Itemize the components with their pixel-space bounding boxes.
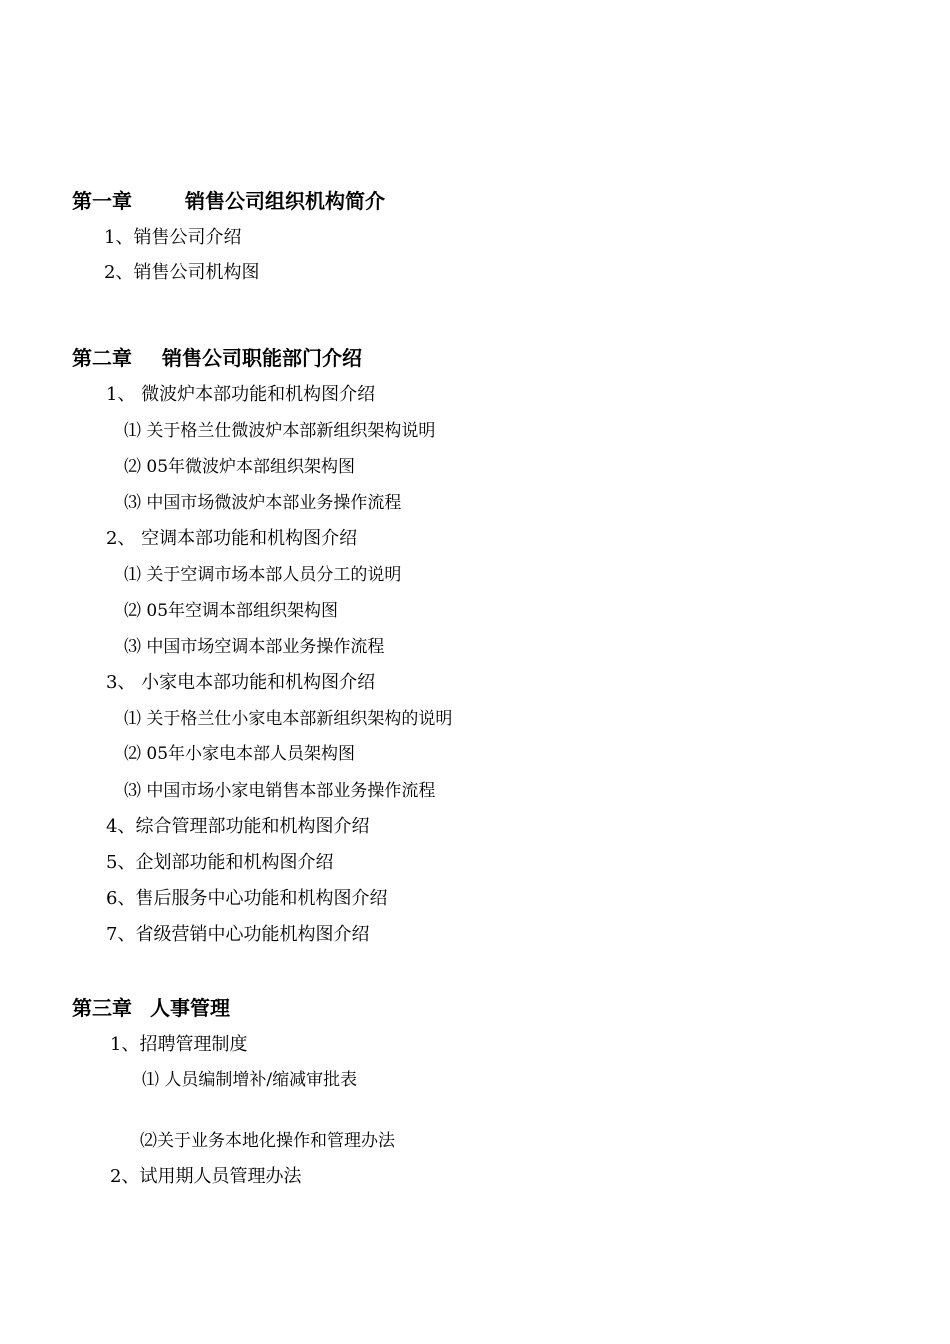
toc-item: 1、招聘管理制度 [110, 1034, 248, 1055]
toc-subitem: ⑵ 05年微波炉本部组织架构图 [124, 457, 356, 477]
toc-subitem: ⑴ 关于格兰仕微波炉本部新组织架构说明 [124, 421, 436, 441]
toc-item: 6、售后服务中心功能和机构图介绍 [106, 888, 388, 909]
toc-item: 4、综合管理部功能和机构图介绍 [106, 816, 370, 837]
toc-subitem: ⑶ 中国市场小家电销售本部业务操作流程 [124, 781, 436, 801]
toc-subitem: ⑶ 中国市场空调本部业务操作流程 [124, 637, 385, 657]
chapter-title: 销售公司职能部门介绍 [162, 346, 362, 370]
toc-item: 5、企划部功能和机构图介绍 [106, 852, 334, 873]
chapter-2-heading [72, 345, 362, 371]
toc-subitem: ⑴ 关于格兰仕小家电本部新组织架构的说明 [124, 709, 453, 729]
toc-subitem: ⑴ 人员编制增补/缩减审批表 [142, 1070, 358, 1090]
toc-item: 2、 空调本部功能和机构图介绍 [106, 528, 358, 549]
toc-item: 1、销售公司介绍 [104, 227, 242, 248]
toc-subitem: ⑵ 05年空调本部组织架构图 [124, 601, 339, 621]
toc-item: 7、省级营销中心功能机构图介绍 [106, 924, 370, 945]
toc-subitem: ⑵关于业务本地化操作和管理办法 [140, 1131, 395, 1151]
toc-item: 1、 微波炉本部功能和机构图介绍 [106, 384, 376, 405]
toc-item: 2、试用期人员管理办法 [110, 1166, 302, 1187]
toc-item: 3、 小家电本部功能和机构图介绍 [106, 672, 376, 693]
chapter-1-heading [72, 188, 385, 214]
toc-item: 2、销售公司机构图 [104, 262, 260, 283]
chapter-3-heading [72, 995, 230, 1021]
chapter-number: 第三章 [72, 996, 132, 1020]
toc-subitem: ⑴ 关于空调市场本部人员分工的说明 [124, 565, 402, 585]
toc-subitem: ⑵ 05年小家电本部人员架构图 [124, 744, 356, 764]
chapter-number: 第一章 [72, 189, 132, 213]
chapter-title: 人事管理 [150, 996, 230, 1020]
chapter-title: 销售公司组织机构简介 [185, 189, 385, 213]
toc-subitem: ⑶ 中国市场微波炉本部业务操作流程 [124, 493, 402, 513]
chapter-number: 第二章 [72, 346, 132, 370]
